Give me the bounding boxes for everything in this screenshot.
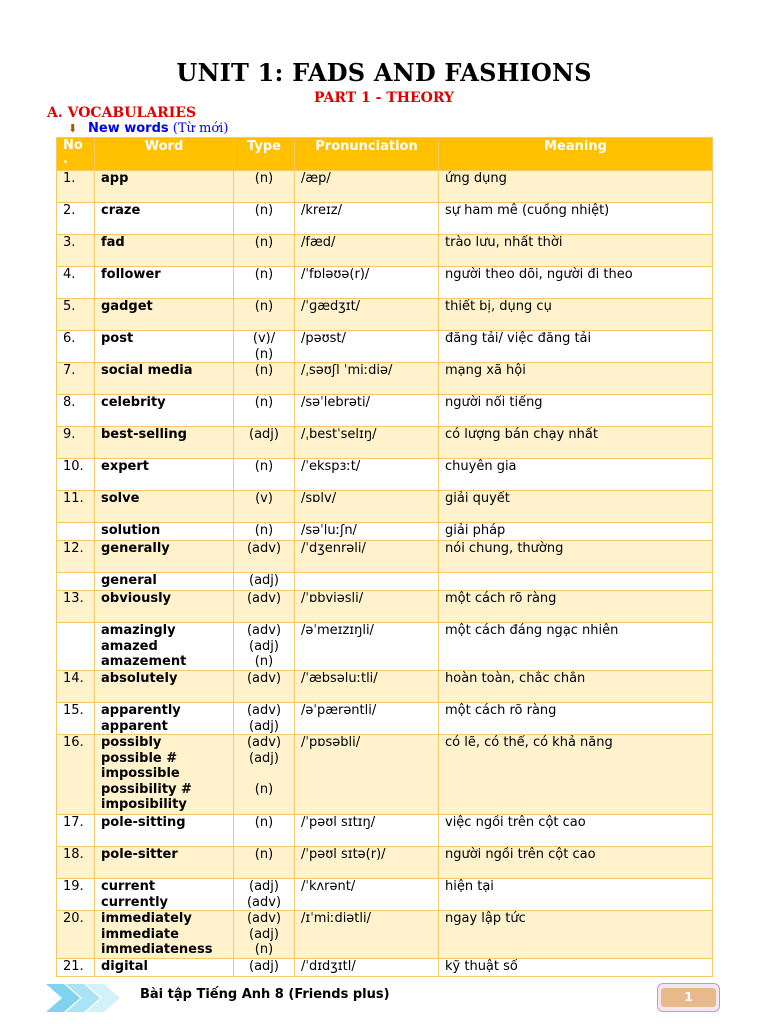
row-number: 7. [57, 363, 95, 395]
table-row [57, 235, 713, 267]
table-row [57, 815, 713, 847]
chevron-arrows-icon [46, 982, 124, 1014]
table-row [57, 331, 713, 363]
row-pronunciation: /ˈkʌrənt/ [295, 879, 439, 911]
row-word: solution [95, 523, 234, 541]
row-pronunciation: /pəʊst/ [295, 331, 439, 363]
row-pronunciation: /ˈdʒenrəli/ [295, 541, 439, 573]
row-pronunciation: /ˈɒbviəsli/ [295, 591, 439, 623]
table-row [57, 911, 713, 959]
row-meaning: giải quyết [439, 491, 713, 523]
row-type: (n) [234, 299, 295, 331]
row-number: 11. [57, 491, 95, 523]
row-word: current currently [95, 879, 234, 911]
row-number [57, 573, 95, 591]
row-word: absolutely [95, 671, 234, 703]
row-word: fad [95, 235, 234, 267]
row-type: (adv) (adj) [234, 703, 295, 735]
row-type: (n) [234, 203, 295, 235]
row-pronunciation: /ˈpəʊl sɪtə(r)/ [295, 847, 439, 879]
row-pronunciation: /səˈlebrəti/ [295, 395, 439, 427]
row-meaning: một cách rõ ràng [439, 591, 713, 623]
row-pronunciation [295, 573, 439, 591]
row-meaning: mạng xã hội [439, 363, 713, 395]
row-number: 3. [57, 235, 95, 267]
row-type: (n) [234, 395, 295, 427]
row-type: (adv) [234, 671, 295, 703]
page-number: 1 [661, 988, 716, 1007]
row-word: celebrity [95, 395, 234, 427]
row-number: 12. [57, 541, 95, 573]
header-pronunciation: Pronunciation [295, 138, 439, 171]
row-pronunciation: /ˈɡædʒɪt/ [295, 299, 439, 331]
row-number: 8. [57, 395, 95, 427]
row-word: solve [95, 491, 234, 523]
row-meaning: một cách rõ ràng [439, 703, 713, 735]
row-word: craze [95, 203, 234, 235]
row-word: social media [95, 363, 234, 395]
document-title: UNIT 1: FADS AND FASHIONS [176, 58, 592, 87]
table-row [57, 267, 713, 299]
row-number: 5. [57, 299, 95, 331]
row-type: (v)/ (n) [234, 331, 295, 363]
table-row [57, 395, 713, 427]
row-meaning [439, 573, 713, 591]
row-pronunciation: /æp/ [295, 171, 439, 203]
row-word: pole-sitting [95, 815, 234, 847]
row-pronunciation: /ˌsəʊʃl ˈmiːdiə/ [295, 363, 439, 395]
row-word: best-selling [95, 427, 234, 459]
table-row [57, 959, 713, 977]
row-word: amazingly amazed amazement [95, 623, 234, 671]
row-pronunciation: /ɪˈmiːdiətli/ [295, 911, 439, 959]
table-row [57, 491, 713, 523]
row-type: (adv) [234, 591, 295, 623]
row-meaning: ngay lập tức [439, 911, 713, 959]
row-number: 20. [57, 911, 95, 959]
table-row [57, 299, 713, 331]
header-word: Word [95, 138, 234, 171]
row-pronunciation: /səˈluːʃn/ [295, 523, 439, 541]
header-meaning: Meaning [439, 138, 713, 171]
row-word: digital [95, 959, 234, 977]
row-type: (n) [234, 171, 295, 203]
page-number-badge [657, 983, 720, 1012]
row-type: (v) [234, 491, 295, 523]
new-words-label: New words [88, 121, 169, 136]
row-type: (adj) (adv) [234, 879, 295, 911]
table-row [57, 591, 713, 623]
header-type: Type [234, 138, 295, 171]
row-meaning: hoàn toàn, chắc chắn [439, 671, 713, 703]
new-words-note: (Từ mới) [172, 121, 229, 136]
row-number: 14. [57, 671, 95, 703]
new-words-heading [68, 121, 228, 136]
row-meaning: người theo dõi, người đi theo [439, 267, 713, 299]
row-word: gadget [95, 299, 234, 331]
row-number: 16. [57, 735, 95, 815]
row-number: 1. [57, 171, 95, 203]
row-meaning: người nổi tiếng [439, 395, 713, 427]
row-type: (adv) (adj) (n) [234, 735, 295, 815]
row-number: 6. [57, 331, 95, 363]
row-pronunciation: /ˈdɪdʒɪtl/ [295, 959, 439, 977]
row-meaning: có lẽ, có thể, có khả năng [439, 735, 713, 815]
row-type: (n) [234, 523, 295, 541]
vocabulary-table [56, 137, 713, 977]
row-pronunciation: /ˈpɒsəbli/ [295, 735, 439, 815]
row-word: possibly possible # impossible possibility # imposibility [95, 735, 234, 815]
table-row [57, 847, 713, 879]
table-row [57, 703, 713, 735]
row-pronunciation: /fæd/ [295, 235, 439, 267]
row-type: (n) [234, 267, 295, 299]
row-number: 17. [57, 815, 95, 847]
row-type: (adj) [234, 959, 295, 977]
row-type: (n) [234, 235, 295, 267]
row-number [57, 623, 95, 671]
table-row [57, 459, 713, 491]
row-word: follower [95, 267, 234, 299]
table-row [57, 879, 713, 911]
row-word: immediately immediate immediateness [95, 911, 234, 959]
row-word: obviously [95, 591, 234, 623]
row-word: post [95, 331, 234, 363]
row-type: (n) [234, 363, 295, 395]
row-pronunciation: /sɒlv/ [295, 491, 439, 523]
row-meaning: sự ham mê (cuồng nhiệt) [439, 203, 713, 235]
section-heading: A. VOCABULARIES [47, 105, 197, 121]
row-pronunciation: /ˌbestˈselɪŋ/ [295, 427, 439, 459]
table-row [57, 671, 713, 703]
row-word: apparently apparent [95, 703, 234, 735]
table-row [57, 541, 713, 573]
table-row [57, 171, 713, 203]
row-pronunciation: /ˈfɒləʊə(r)/ [295, 267, 439, 299]
row-number: 19. [57, 879, 95, 911]
row-word: app [95, 171, 234, 203]
table-row [57, 735, 713, 815]
table-row [57, 427, 713, 459]
row-word: general [95, 573, 234, 591]
row-number: 18. [57, 847, 95, 879]
row-number: 21. [57, 959, 95, 977]
row-number: 15. [57, 703, 95, 735]
row-number: 13. [57, 591, 95, 623]
row-number: 2. [57, 203, 95, 235]
row-type: (n) [234, 847, 295, 879]
table-row [57, 363, 713, 395]
row-meaning: thiết bị, dụng cụ [439, 299, 713, 331]
row-type: (adv) (adj) (n) [234, 623, 295, 671]
row-meaning: người ngồi trên cột cao [439, 847, 713, 879]
row-meaning: trào lưu, nhất thời [439, 235, 713, 267]
row-pronunciation: /ˈekspɜːt/ [295, 459, 439, 491]
row-word: generally [95, 541, 234, 573]
row-type: (adv) (adj) (n) [234, 911, 295, 959]
row-pronunciation: /kreɪz/ [295, 203, 439, 235]
row-meaning: ứng dụng [439, 171, 713, 203]
row-meaning: kỹ thuật số [439, 959, 713, 977]
table-row [57, 623, 713, 671]
table-header-row [57, 138, 713, 171]
row-number: 9. [57, 427, 95, 459]
part-subtitle: PART 1 - THEORY [313, 90, 455, 106]
row-number [57, 523, 95, 541]
row-pronunciation: /əˈpærəntli/ [295, 703, 439, 735]
row-type: (adv) [234, 541, 295, 573]
header-no: No . [57, 138, 95, 171]
row-meaning: giải pháp [439, 523, 713, 541]
row-word: pole-sitter [95, 847, 234, 879]
row-pronunciation: /ˈæbsəluːtli/ [295, 671, 439, 703]
footer-book-title: Bài tập Tiếng Anh 8 (Friends plus) [140, 987, 390, 1002]
row-meaning: đăng tải/ việc đăng tải [439, 331, 713, 363]
table-row [57, 523, 713, 541]
table-row [57, 573, 713, 591]
row-number: 4. [57, 267, 95, 299]
row-number: 10. [57, 459, 95, 491]
row-type: (adj) [234, 573, 295, 591]
row-pronunciation: /ˈpəʊl sɪtɪŋ/ [295, 815, 439, 847]
row-pronunciation: /əˈmeɪzɪŋli/ [295, 623, 439, 671]
row-type: (n) [234, 815, 295, 847]
row-type: (adj) [234, 427, 295, 459]
row-meaning: chuyên gia [439, 459, 713, 491]
row-meaning: nói chung, thường [439, 541, 713, 573]
row-word: expert [95, 459, 234, 491]
row-meaning: hiện tại [439, 879, 713, 911]
table-row [57, 203, 713, 235]
row-meaning: việc ngồi trên cột cao [439, 815, 713, 847]
arrow-bullet-icon: ⬇ [68, 122, 78, 135]
row-meaning: một cách đáng ngạc nhiên [439, 623, 713, 671]
row-type: (n) [234, 459, 295, 491]
row-meaning: có lượng bán chạy nhất [439, 427, 713, 459]
